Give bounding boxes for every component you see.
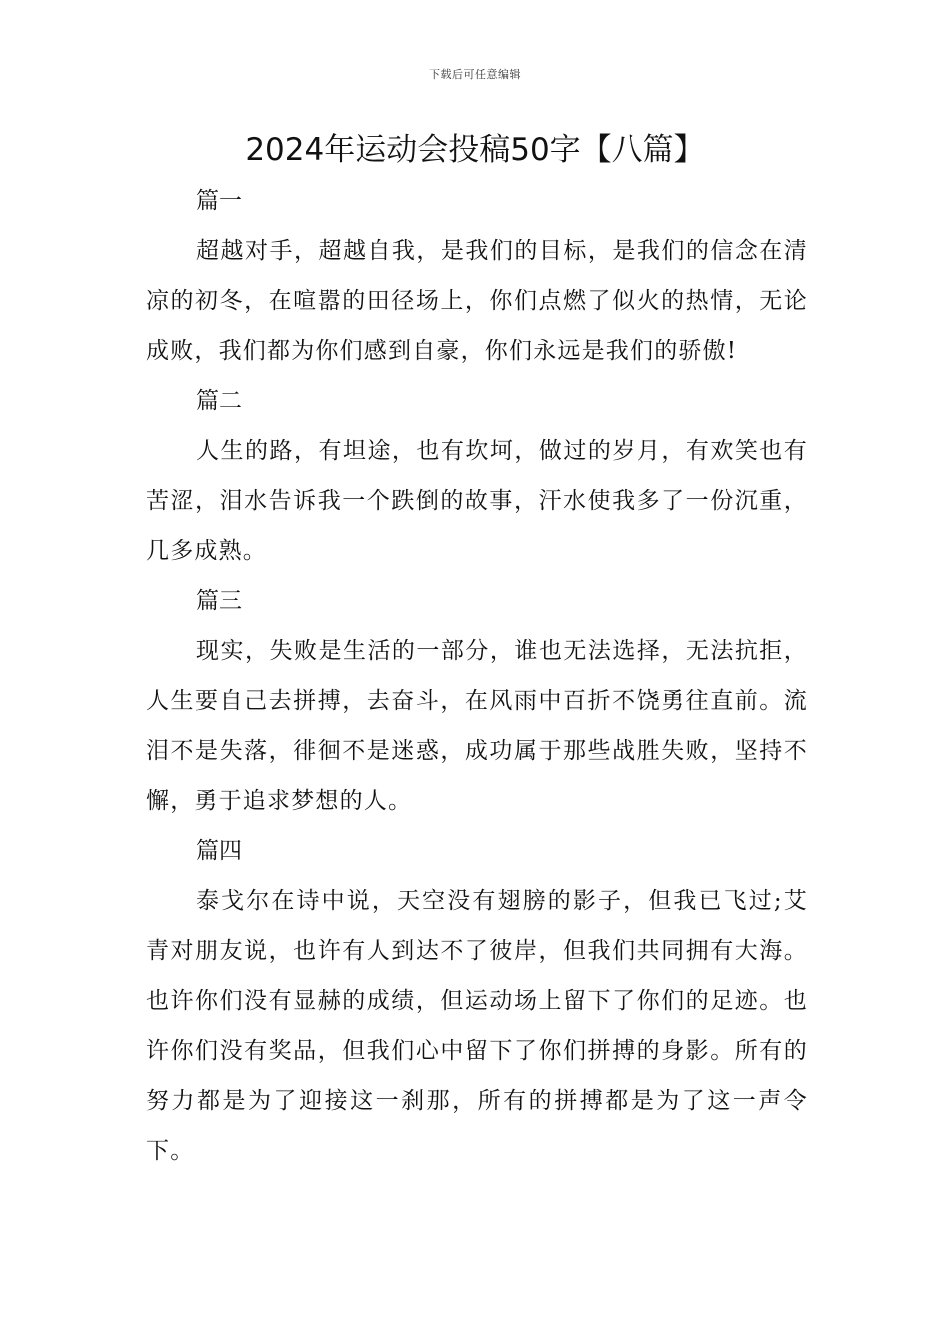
header-note: 下载后可任意编辑 (429, 68, 521, 81)
section-paragraph: 人生的路，有坦途，也有坎坷，做过的岁月，有欢笑也有苦涩，泪水告诉我一个跌倒的故事，汗水使我多了一份沉重，几多成熟。 (146, 438, 808, 564)
document-body (146, 176, 808, 1176)
section-paragraph: 超越对手，超越自我，是我们的目标，是我们的信念在清凉的初冬，在喧嚣的田径场上，你们点燃了似火的热情，无论成败，我们都为你们感到自豪，你们永远是我们的骄傲! (146, 238, 808, 364)
section-heading: 篇四 (196, 838, 242, 864)
document-title: 2024年运动会投稿50字【八篇】 (245, 132, 705, 168)
section-heading: 篇三 (196, 588, 242, 614)
section-heading: 篇二 (196, 388, 242, 414)
section-paragraph: 泰戈尔在诗中说，天空没有翅膀的影子，但我已飞过;艾青对朋友说，也许有人到达不了彼岸，但我们共同拥有大海。也许你们没有显赫的成绩，但运动场上留下了你们的足迹。也许你们没有奖品，但我们心中留下了你们拼搏的身影。所有的努力都是为了迎接这一刹那，所有的拼搏都是为了这一声令下。 (146, 888, 808, 1164)
section-paragraph: 现实，失败是生活的一部分，谁也无法选择，无法抗拒，人生要自己去拼搏，去奋斗，在风雨中百折不饶勇往直前。流泪不是失落，徘徊不是迷惑，成功属于那些战胜失败，坚持不懈，勇于追求梦想的人。 (146, 638, 808, 814)
section-1 (146, 176, 808, 376)
section-4 (146, 826, 808, 1176)
section-2 (146, 376, 808, 576)
section-3 (146, 576, 808, 826)
section-heading: 篇一 (196, 188, 242, 214)
